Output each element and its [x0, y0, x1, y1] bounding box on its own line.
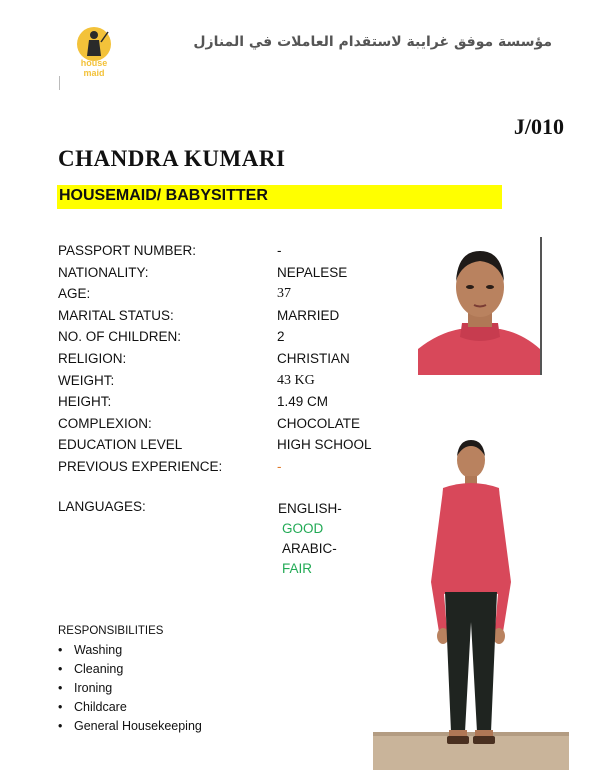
responsibilities-section [58, 625, 202, 738]
languages-label: LANGUAGES: [58, 499, 146, 514]
full-body-photo [373, 432, 569, 770]
responsibilities-heading: RESPONSIBILITIES [58, 625, 164, 637]
language-level-english: GOOD [282, 521, 324, 536]
list-item: • Ironing [58, 681, 202, 700]
field-label: RELIGION: [58, 350, 127, 366]
field-label: PREVIOUS EXPERIENCE: [58, 458, 223, 474]
field-label: EDUCATION LEVEL [58, 437, 183, 453]
languages-list [278, 499, 342, 579]
field-value: CHRISTIAN [277, 350, 350, 366]
company-logo [74, 24, 114, 80]
list-item: • Cleaning [58, 662, 202, 681]
logo-text-maid: maid [83, 68, 105, 78]
field-label: NO. OF CHILDREN: [58, 329, 182, 345]
field-label: HEIGHT: [58, 394, 112, 410]
field-value: 2 [277, 329, 285, 345]
headshot-photo [418, 237, 542, 375]
field-label: COMPLEXION: [58, 415, 152, 431]
list-item: • Childcare [58, 700, 202, 719]
field-value: HIGH SCHOOL [277, 437, 372, 453]
field-label: AGE: [58, 286, 91, 302]
logo-divider [59, 76, 60, 90]
list-item: • Washing [58, 643, 202, 662]
language-english: ENGLISH- [278, 501, 342, 516]
reference-code: J/010 [513, 114, 564, 139]
field-label: MARITAL STATUS: [58, 307, 174, 323]
responsibilities-list [58, 643, 202, 738]
field-label: PASSPORT NUMBER: [58, 243, 197, 258]
field-value: 37 [277, 286, 291, 302]
field-value: NEPALESE [277, 264, 348, 280]
field-label: NATIONALITY: [58, 264, 149, 280]
list-item: • General Housekeeping [58, 719, 202, 738]
field-value: - [277, 243, 282, 258]
position-highlight [57, 185, 502, 209]
agency-arabic-title: مؤسسة موفق غرايبة لاستقدام العاملات في المنازل [193, 34, 552, 50]
candidate-name: CHANDRA KUMARI [58, 146, 286, 171]
field-value: 43 KG [277, 372, 315, 388]
field-value: - [277, 458, 282, 474]
logo-text-house: house [80, 58, 108, 68]
field-label: WEIGHT: [58, 372, 115, 388]
language-level-arabic: FAIR [282, 561, 313, 576]
field-value: 1.49 CM [277, 394, 329, 410]
language-arabic: ARABIC- [282, 541, 337, 556]
field-value: CHOCOLATE [277, 415, 361, 431]
position-title: HOUSEMAID/ BABYSITTER [59, 187, 268, 204]
field-value: MARRIED [277, 307, 340, 323]
